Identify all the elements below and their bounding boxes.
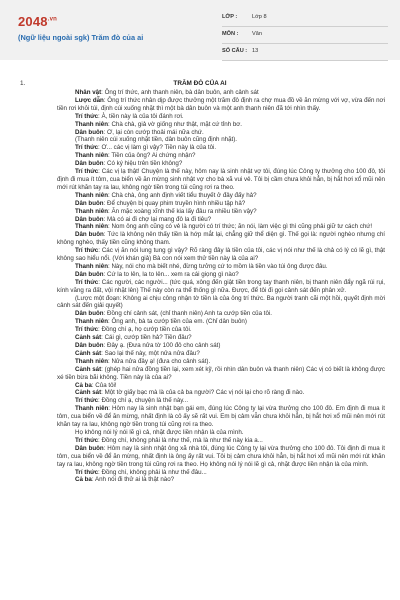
dialogue-line — [57, 129, 385, 137]
speaker-name: Dân buôn — [75, 199, 104, 207]
meta-label: MÔN : — [222, 31, 239, 37]
speaker-name: Trí thức — [75, 326, 99, 334]
dialogue-line — [57, 437, 385, 445]
speaker-name: Cả ba — [75, 476, 92, 484]
meta-row-subject — [222, 27, 388, 44]
dialogue-line — [57, 271, 385, 279]
dialogue-text: : Tiền của ông? Ai chứng nhận? — [108, 152, 196, 160]
dialogue-line — [57, 445, 385, 469]
speaker-name: Cả ba — [75, 381, 92, 389]
dialogue-text: : Mà có ai đi chợ lại mang đô la đi tiêu? — [103, 215, 212, 223]
page-header — [0, 0, 400, 60]
dialogue-line — [57, 97, 385, 113]
dialogue-line — [57, 342, 385, 350]
dialogue-text: : Đồng chí ạ, họ cướp tiền của tôi. — [98, 326, 192, 334]
dialogue-text: : Cứ la to lên, la to lên... xem ra cái giọng gì nào? — [103, 270, 239, 278]
dialogue-line — [57, 366, 385, 382]
speaker-name: Cảnh sát — [75, 349, 102, 357]
speaker-name: Cảnh sát — [75, 365, 102, 373]
dialogue-line — [57, 358, 385, 366]
dialogue-text: : Ơ... các vị làm gì vậy? Tiền này là của tôi. — [98, 144, 217, 152]
speaker-name: Thanh niên — [75, 405, 109, 413]
speaker-name: Thanh niên — [75, 357, 108, 365]
meta-value: Văn — [252, 31, 262, 37]
dialogue-text: : Đồng chí cảnh sát, (chỉ thanh niên) Anh ta cướp tiền của tôi. — [103, 310, 273, 318]
speaker-name: Dân buôn — [75, 231, 104, 239]
speaker-name: Lược dẫn — [75, 96, 104, 104]
dialogue-text: Họ không nói lý nói lẽ gì cả, nhặt được liền nhận là của mình. — [75, 428, 244, 436]
site-logo[interactable] — [18, 14, 57, 29]
speaker-name: Thanh niên — [75, 120, 108, 128]
dialogue-line — [57, 200, 385, 208]
question-number: 1. — [20, 80, 26, 87]
speaker-name: Trí thức — [75, 278, 99, 286]
dialogue-text: : Nửa nửa đây ạ! (đưa cho cảnh sát). — [108, 357, 211, 365]
dialogue-text: : Các người, các người... (tức quá, xông đến giật tiền trong tay thanh niên, bị thanh niên đẩy ngã rúi rụi, kính văng ra đất, vội nhặt lên) Thế này còn ra thể thống gì nữa. Được, để tôi đi gọi cảnh sát đến phân xử. — [57, 278, 385, 294]
dialogue-text: : Sao lại thế này, một nửa nửa đâu? — [101, 349, 200, 357]
story-body — [57, 89, 385, 484]
dialogue-line — [57, 89, 385, 97]
lesson-meta — [222, 10, 388, 61]
dialogue-text: : (ghép hai nửa đồng tiền lại, xem xét kỹ, rồi nhìn dân buôn và thanh niên) Các vị có biết là không được xé tiền bừa bãi không. Tiền này là của ai? — [57, 365, 385, 381]
dialogue-line — [57, 350, 385, 358]
dialogue-line — [57, 318, 385, 326]
speaker-name: Thanh niên — [75, 152, 108, 160]
dialogue-line — [57, 469, 385, 477]
dialogue-text: : Tức là không nên thấy tiền là hớp mắt lại, chẳng giữ thể diện gì. Thế gọi là: người nghèo nhưng chí không nghèo, thấy tiền cũng không tham. — [57, 231, 385, 247]
dialogue-line — [57, 476, 385, 484]
dialogue-text: : Ông trí thức nhân dịp được thưởng một trăm đô định ra chợ mua đồ về ăn mừng với vợ, vừa đến nơi tiền rơi khỏi túi, định cúi xuống nhặt thì một bà dân buôn và một anh thanh niên đã tới nhìn thấy. — [57, 96, 385, 112]
dialogue-line — [57, 231, 385, 247]
dialogue-line — [57, 152, 385, 160]
dialogue-line — [57, 144, 385, 152]
dialogue-line — [57, 429, 385, 437]
meta-value: Lớp 8 — [252, 14, 267, 20]
dialogue-text: : Anh nói đi thử ai là thật nào? — [91, 476, 175, 484]
meta-label: LỚP : — [222, 14, 238, 20]
speaker-name: Dân buôn — [75, 270, 104, 278]
speaker-name: Cảnh sát — [75, 334, 102, 342]
dialogue-line — [57, 160, 385, 168]
speaker-name: Trí thức — [75, 468, 99, 476]
dialogue-line — [57, 192, 385, 200]
dialogue-text: : Của tôi! — [91, 381, 117, 389]
story-title: TRĂM ĐÒ CỦA AI — [173, 80, 227, 87]
dialogue-text: (Thanh niên cúi xuống nhặt tiền, dân buôn cũng định nhặt). — [75, 136, 238, 144]
dialogue-text: : À, tiền này là của tôi đánh rơi. — [98, 112, 184, 120]
dialogue-line — [57, 334, 385, 342]
speaker-name: Trí thức — [75, 436, 99, 444]
dialogue-text: : Đồng chí ạ, chuyện là thế này... — [98, 397, 189, 405]
speaker-name: Cảnh sát — [75, 389, 102, 397]
dialogue-text: : Đồng chí, không phải là như thế đâu... — [98, 468, 207, 476]
speaker-name: Dân buôn — [75, 444, 104, 452]
speaker-name: Thanh niên — [75, 223, 108, 231]
dialogue-text: : Đây ạ. (Đưa nửa tờ 100 đô cho cảnh sát) — [103, 342, 221, 349]
logo-text: 2048 — [18, 14, 48, 29]
dialogue-text: : Các vị lạ thật! Chuyện là thế này, hôm nay là sinh nhật vợ tôi, đúng lúc Công ty thưởng cho 100 đô, tôi định đi mua ít tôm, cua biển về ăn mừng sinh nhật vợ cho bà xã vui vẻ. Tôi bị cầm chưa khỏi hẳn, bị hắt hơi xổ mũi nên mới rút khăn tay ra lau, không ngờ tiền trong túi cũng rơi ra theo. — [57, 168, 385, 191]
lesson-title: (Ngữ liệu ngoài sgk) Trăm đò của ai — [18, 33, 144, 42]
dialogue-text: : Này, nói cho mà biết nhé, đừng tưởng cứ to mồm là tiền vào túi ông được đâu. — [108, 262, 328, 270]
dialogue-line — [57, 168, 385, 192]
speaker-name: Dân buôn — [75, 310, 104, 318]
meta-label: SỐ CÂU : — [222, 48, 248, 54]
dialogue-text: : Chà chà, ông anh định viết tiểu thuyết ở đây đấy hả? — [108, 191, 257, 199]
speaker-name: Trí thức — [75, 247, 99, 255]
speaker-name: Trí thức — [75, 168, 99, 176]
meta-row-question-count — [222, 44, 388, 61]
dialogue-line — [57, 405, 385, 429]
dialogue-text: : Ăn mặc xoàng xĩnh thế kia lấy đâu ra nhiều tiền vậy? — [108, 207, 257, 215]
speaker-name: Dân buôn — [75, 128, 104, 136]
dialogue-text: : Hôm nay là sinh nhật ông xã nhà tôi, đúng lúc Công ty lại vừa thưởng cho 100 đô. Tôi định đi mua ít tôm, cua biển về để ăn mừng, nhất định là ông ấy rất vui. Tôi bị cảm chưa khỏi hẳn, bị hắt hơi xổ mũi nên mới rút khăn tay ra lau, không ngờ tiền trong túi cũng rơi ra theo. Họ không nói lý nói lẽ gì cả, nhặt được liền nhận là của mình. — [57, 444, 385, 468]
speaker-name: Nhân vật — [75, 89, 102, 96]
dialogue-line — [57, 121, 385, 129]
dialogue-line — [57, 295, 385, 311]
speaker-name: Trí thức — [75, 397, 99, 405]
dialogue-text: : Hôm nay là sinh nhật bạn gái em, đúng lúc Công ty lại vừa thưởng cho 100 đô. Em định đi mua ít tôm, cua biển về để ăn mừng, nhất định là cô ấy sẽ rất vui. Em bị cảm vẫn chưa khỏi hẳn, bị hắt hơi xổ mũi nên mới rút khăn tay ra lau, không ngờ tiền trong túi cũng rơi ra theo. — [57, 405, 385, 429]
dialogue-line — [57, 216, 385, 224]
speaker-name: Dân buôn — [75, 160, 104, 168]
speaker-name: Trí thức — [75, 112, 99, 120]
dialogue-text: : Có ký hiệu trên tiền không? — [103, 160, 183, 168]
dialogue-text: : Đồng chí, không phải là như thế, mà là như thế này kia a... — [98, 436, 263, 444]
dialogue-line — [57, 263, 385, 271]
dialogue-line — [57, 113, 385, 121]
speaker-name: Thanh niên — [75, 318, 108, 326]
dialogue-line — [57, 208, 385, 216]
dialogue-line — [57, 279, 385, 295]
speaker-name: Dân buôn — [75, 215, 104, 223]
dialogue-text: : Chà chà, giả vờ giống như thật, mặt cứ tỉnh bơ. — [108, 120, 243, 128]
dialogue-line — [57, 389, 385, 397]
speaker-name: Thanh niên — [75, 262, 108, 270]
dialogue-line — [57, 382, 385, 390]
meta-row-class — [222, 10, 388, 27]
dialogue-text: : Cái gì, cướp tiền hả? Tiền đâu? — [101, 334, 192, 342]
dialogue-text: : Một tờ giấy bạc mà là của cả ba người? Các vị nói lại cho rõ ràng đi nào. — [101, 389, 305, 397]
dialogue-text: : Ơ, lại còn cướp thoải mái nữa chứ. — [103, 128, 204, 136]
dialogue-text: : Các vị ăn nói lung tung gì vậy? Rõ ràng đây là tiền của tôi, các vị nói như thế là chả có lý có lẽ gì, thật không sao hiểu nổi. (Với khán giả) Bà con nói xem thử tiền này là của ai? — [57, 247, 385, 263]
speaker-name: Dân buôn — [75, 342, 104, 349]
speaker-name: Thanh niên — [75, 191, 108, 199]
dialogue-line — [57, 223, 385, 231]
dialogue-text: (Lược một đoạn: Không ai chịu công nhận tờ tiền là của ông trí thức. Ba người tranh cãi một hồi, quyết định mời cảnh sát đến giải quyết) — [57, 294, 385, 310]
dialogue-line — [57, 326, 385, 334]
dialogue-text: : Để chuyện bị quay phim truyền hình nhiều tập hả? — [103, 199, 246, 207]
dialogue-text: : Ông trí thức, anh thanh niên, bà dân buôn, anh cảnh sát — [101, 89, 259, 96]
speaker-name: Thanh niên — [75, 207, 108, 215]
dialogue-text: : Nom ông anh cũng có vẻ là người có trí thức; ăn nói, làm việc gì thì cũng phải giữ tư cách chứ! — [108, 223, 373, 231]
dialogue-line — [57, 397, 385, 405]
meta-value: 13 — [252, 48, 259, 54]
dialogue-line — [57, 247, 385, 263]
speaker-name: Trí thức — [75, 144, 99, 152]
logo-suffix: .vn — [47, 16, 58, 23]
dialogue-line — [57, 136, 385, 144]
dialogue-line — [57, 310, 385, 318]
dialogue-text: : Ông anh, bà ta cướp tiền của em. (Chỉ dân buôn) — [108, 318, 247, 326]
